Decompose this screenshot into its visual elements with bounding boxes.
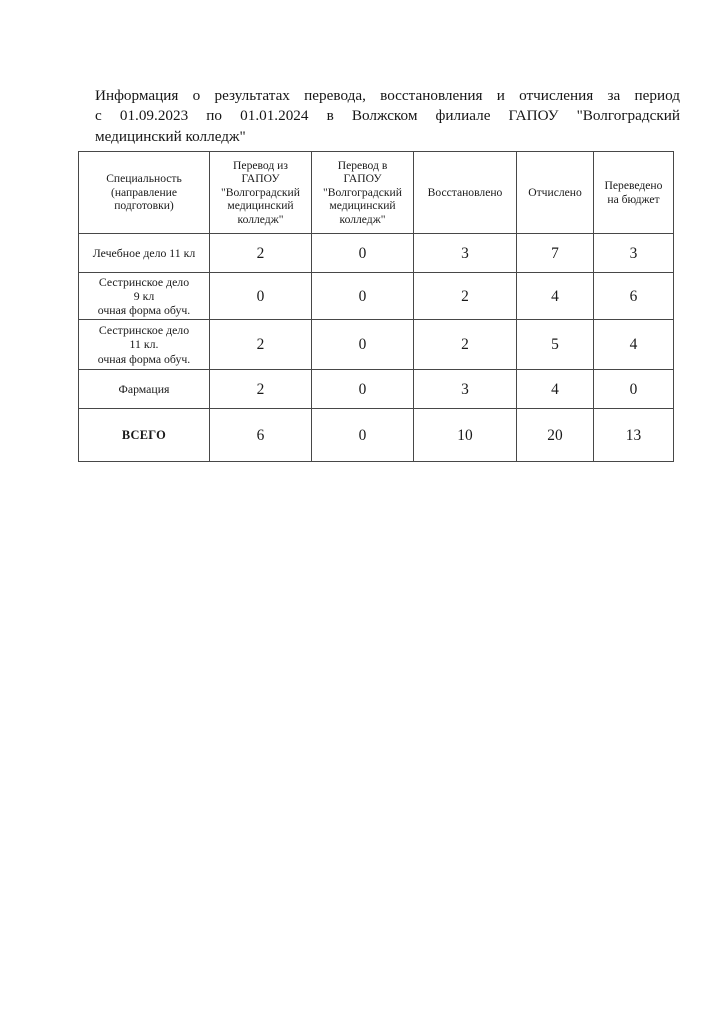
cell-expelled: 4 [517,370,594,409]
column-header-transfer-to-line-5: колледж" [339,212,386,226]
column-header-transfer-to [312,152,414,234]
row-label-line-3: очная форма обуч. [97,303,191,318]
cell-transfer-from: 2 [210,370,312,409]
cell-transfer-from: 2 [210,320,312,370]
column-header-expelled-line-1: Отчислено [528,185,582,199]
results-table [78,151,674,462]
cell-transfer-from: 0 [210,273,312,320]
table-row [79,370,674,409]
row-label-line-1: Фармация [118,381,170,396]
cell-transfer-to: 0 [312,320,414,370]
column-header-specialty-line-3: подготовки) [114,199,174,213]
table-header-row [79,152,674,234]
table-row [79,273,674,320]
cell-reinstated: 2 [414,273,517,320]
row-label-line-2: 9 кл [133,288,155,303]
column-header-specialty [79,152,210,234]
cell-expelled: 5 [517,320,594,370]
table-body [79,234,674,462]
column-header-expelled [517,152,594,234]
document-title-line-1: Информация о результатах перевода, восстановления и отчисления за период [95,87,680,104]
total-transfer-from: 6 [210,409,312,462]
row-label-line-2: 11 кл. [129,337,159,352]
table-header [79,152,674,234]
cell-moved-to-budget: 3 [594,234,674,273]
column-header-moved-to-budget-line-2: на бюджет [607,192,660,206]
document-title [95,86,680,147]
column-header-transfer-from-line-3: "Волгоградский [221,185,300,199]
row-label [79,320,210,370]
cell-transfer-to: 0 [312,370,414,409]
total-reinstated: 10 [414,409,517,462]
row-label [79,370,210,409]
cell-transfer-to: 0 [312,273,414,320]
table-row [79,320,674,370]
column-header-transfer-to-line-1: Перевод в [337,158,388,172]
column-header-reinstated [414,152,517,234]
row-label-line-3: очная форма обуч. [97,351,191,366]
column-header-moved-to-budget-line-1: Переведено [604,178,663,192]
column-header-transfer-from [210,152,312,234]
cell-expelled: 7 [517,234,594,273]
row-label [79,273,210,320]
column-header-moved-to-budget [594,152,674,234]
document-title-line-3: медицинский колледж" [95,127,246,145]
column-header-transfer-to-line-2: ГАПОУ [343,172,382,186]
cell-reinstated: 2 [414,320,517,370]
column-header-transfer-from-line-1: Перевод из [233,158,288,172]
total-transfer-to: 0 [312,409,414,462]
document-title-line-2: с 01.09.2023 по 01.01.2024 в Волжском филиале ГАПОУ "Волгоградский [95,107,680,125]
column-header-transfer-to-line-4: медицинский [329,199,396,213]
row-label-line-1: Сестринское дело [98,323,190,338]
row-label-line-1: Лечебное дело 11 кл [92,245,196,260]
column-header-transfer-from-line-4: медицинский [227,199,294,213]
total-row-label: ВСЕГО [79,409,210,462]
row-label [79,234,210,273]
total-expelled: 20 [517,409,594,462]
cell-expelled: 4 [517,273,594,320]
column-header-transfer-from-line-5: колледж" [237,212,284,226]
table-row [79,234,674,273]
cell-moved-to-budget: 6 [594,273,674,320]
total-moved-to-budget: 13 [594,409,674,462]
cell-moved-to-budget: 4 [594,320,674,370]
cell-reinstated: 3 [414,234,517,273]
row-label-line-1: Сестринское дело [98,274,190,289]
table-total-row [79,409,674,462]
cell-transfer-to: 0 [312,234,414,273]
column-header-specialty-line-2: (направление [110,185,177,199]
column-header-specialty-line-1: Специальность [106,172,182,186]
column-header-reinstated-line-1: Восстановлено [427,185,503,199]
column-header-transfer-from-line-2: ГАПОУ [241,172,280,186]
cell-reinstated: 3 [414,370,517,409]
cell-transfer-from: 2 [210,234,312,273]
cell-moved-to-budget: 0 [594,370,674,409]
column-header-transfer-to-line-3: "Волгоградский [323,185,402,199]
